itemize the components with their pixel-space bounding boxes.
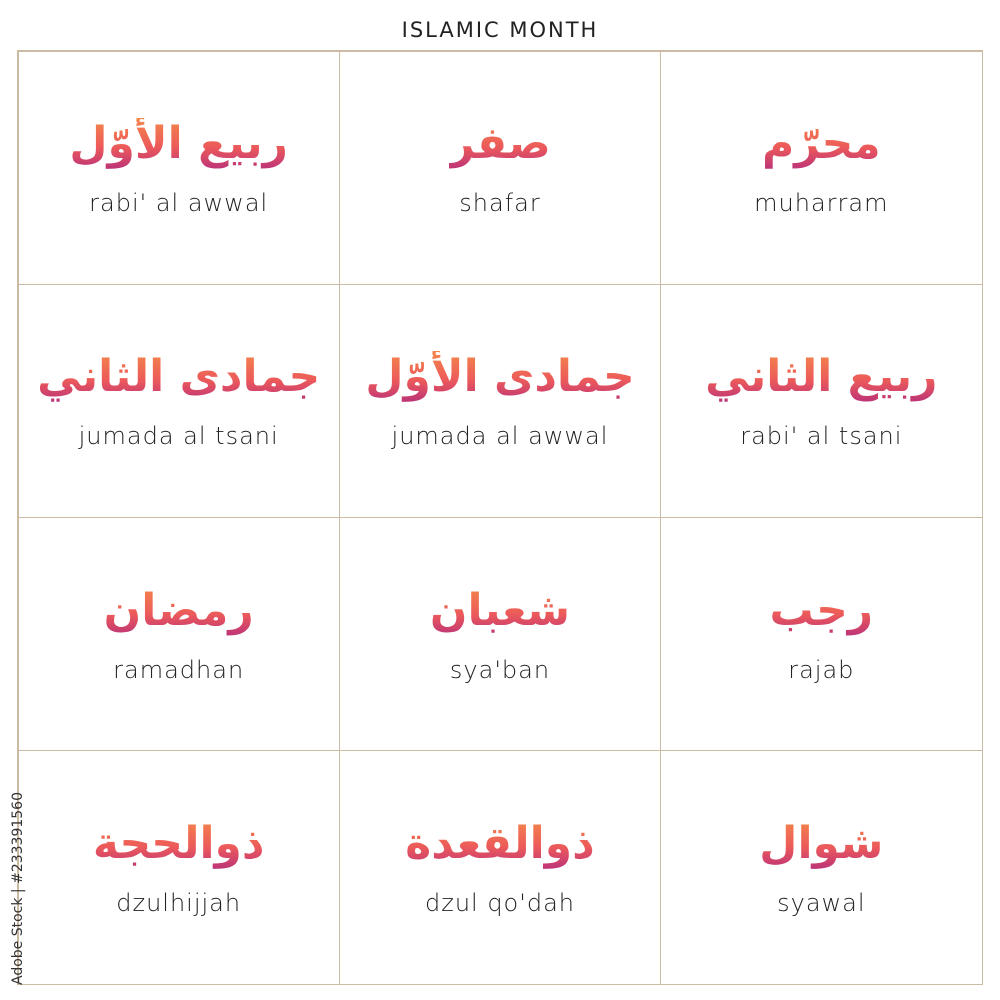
month-cell: [660, 750, 982, 984]
latin-name: jumada al tsani: [78, 422, 279, 451]
arabic-name: رمضان: [103, 584, 254, 636]
month-cell: [18, 284, 340, 518]
month-cell: [339, 750, 661, 984]
arabic-name: شعبان: [429, 584, 571, 636]
latin-name: sya'ban: [449, 655, 551, 684]
arabic-name: محرّم: [762, 118, 881, 170]
month-cell: [339, 517, 661, 751]
month-cell: [339, 284, 661, 518]
stock-watermark: Adobe Stock | #233391560: [10, 792, 26, 985]
latin-name: dzul qo'dah: [424, 888, 575, 917]
page-title: ISLAMIC MONTH: [401, 18, 599, 42]
latin-name: muharram: [754, 189, 889, 218]
latin-name: rabi' al tsani: [740, 422, 903, 451]
latin-name: ramadhan: [113, 655, 245, 684]
latin-name: syawal: [777, 888, 866, 917]
arabic-name: جمادى الأوّل: [365, 351, 635, 403]
month-cell: [18, 517, 340, 751]
arabic-name: شوال: [759, 817, 884, 869]
month-cell: [18, 51, 340, 285]
month-grid: [17, 50, 983, 985]
latin-name: jumada al awwal: [391, 422, 609, 451]
arabic-name: ذوالحجة: [92, 817, 265, 869]
month-cell: [660, 51, 982, 285]
latin-name: shafar: [459, 189, 541, 218]
month-cell: [660, 517, 982, 751]
arabic-name: ربيع الأوّل: [69, 118, 288, 170]
month-cell: [18, 750, 340, 984]
month-cell: [339, 51, 661, 285]
arabic-name: ربيع الثاني: [705, 351, 938, 403]
arabic-name: ذوالقعدة: [405, 817, 595, 869]
arabic-name: صفر: [449, 118, 551, 170]
latin-name: rajab: [788, 655, 855, 684]
latin-name: rabi' al awwal: [89, 189, 269, 218]
month-cell: [660, 284, 982, 518]
latin-name: dzulhijjah: [116, 888, 242, 917]
arabic-name: جمادى الثاني: [37, 351, 321, 403]
arabic-name: رجب: [769, 584, 874, 636]
